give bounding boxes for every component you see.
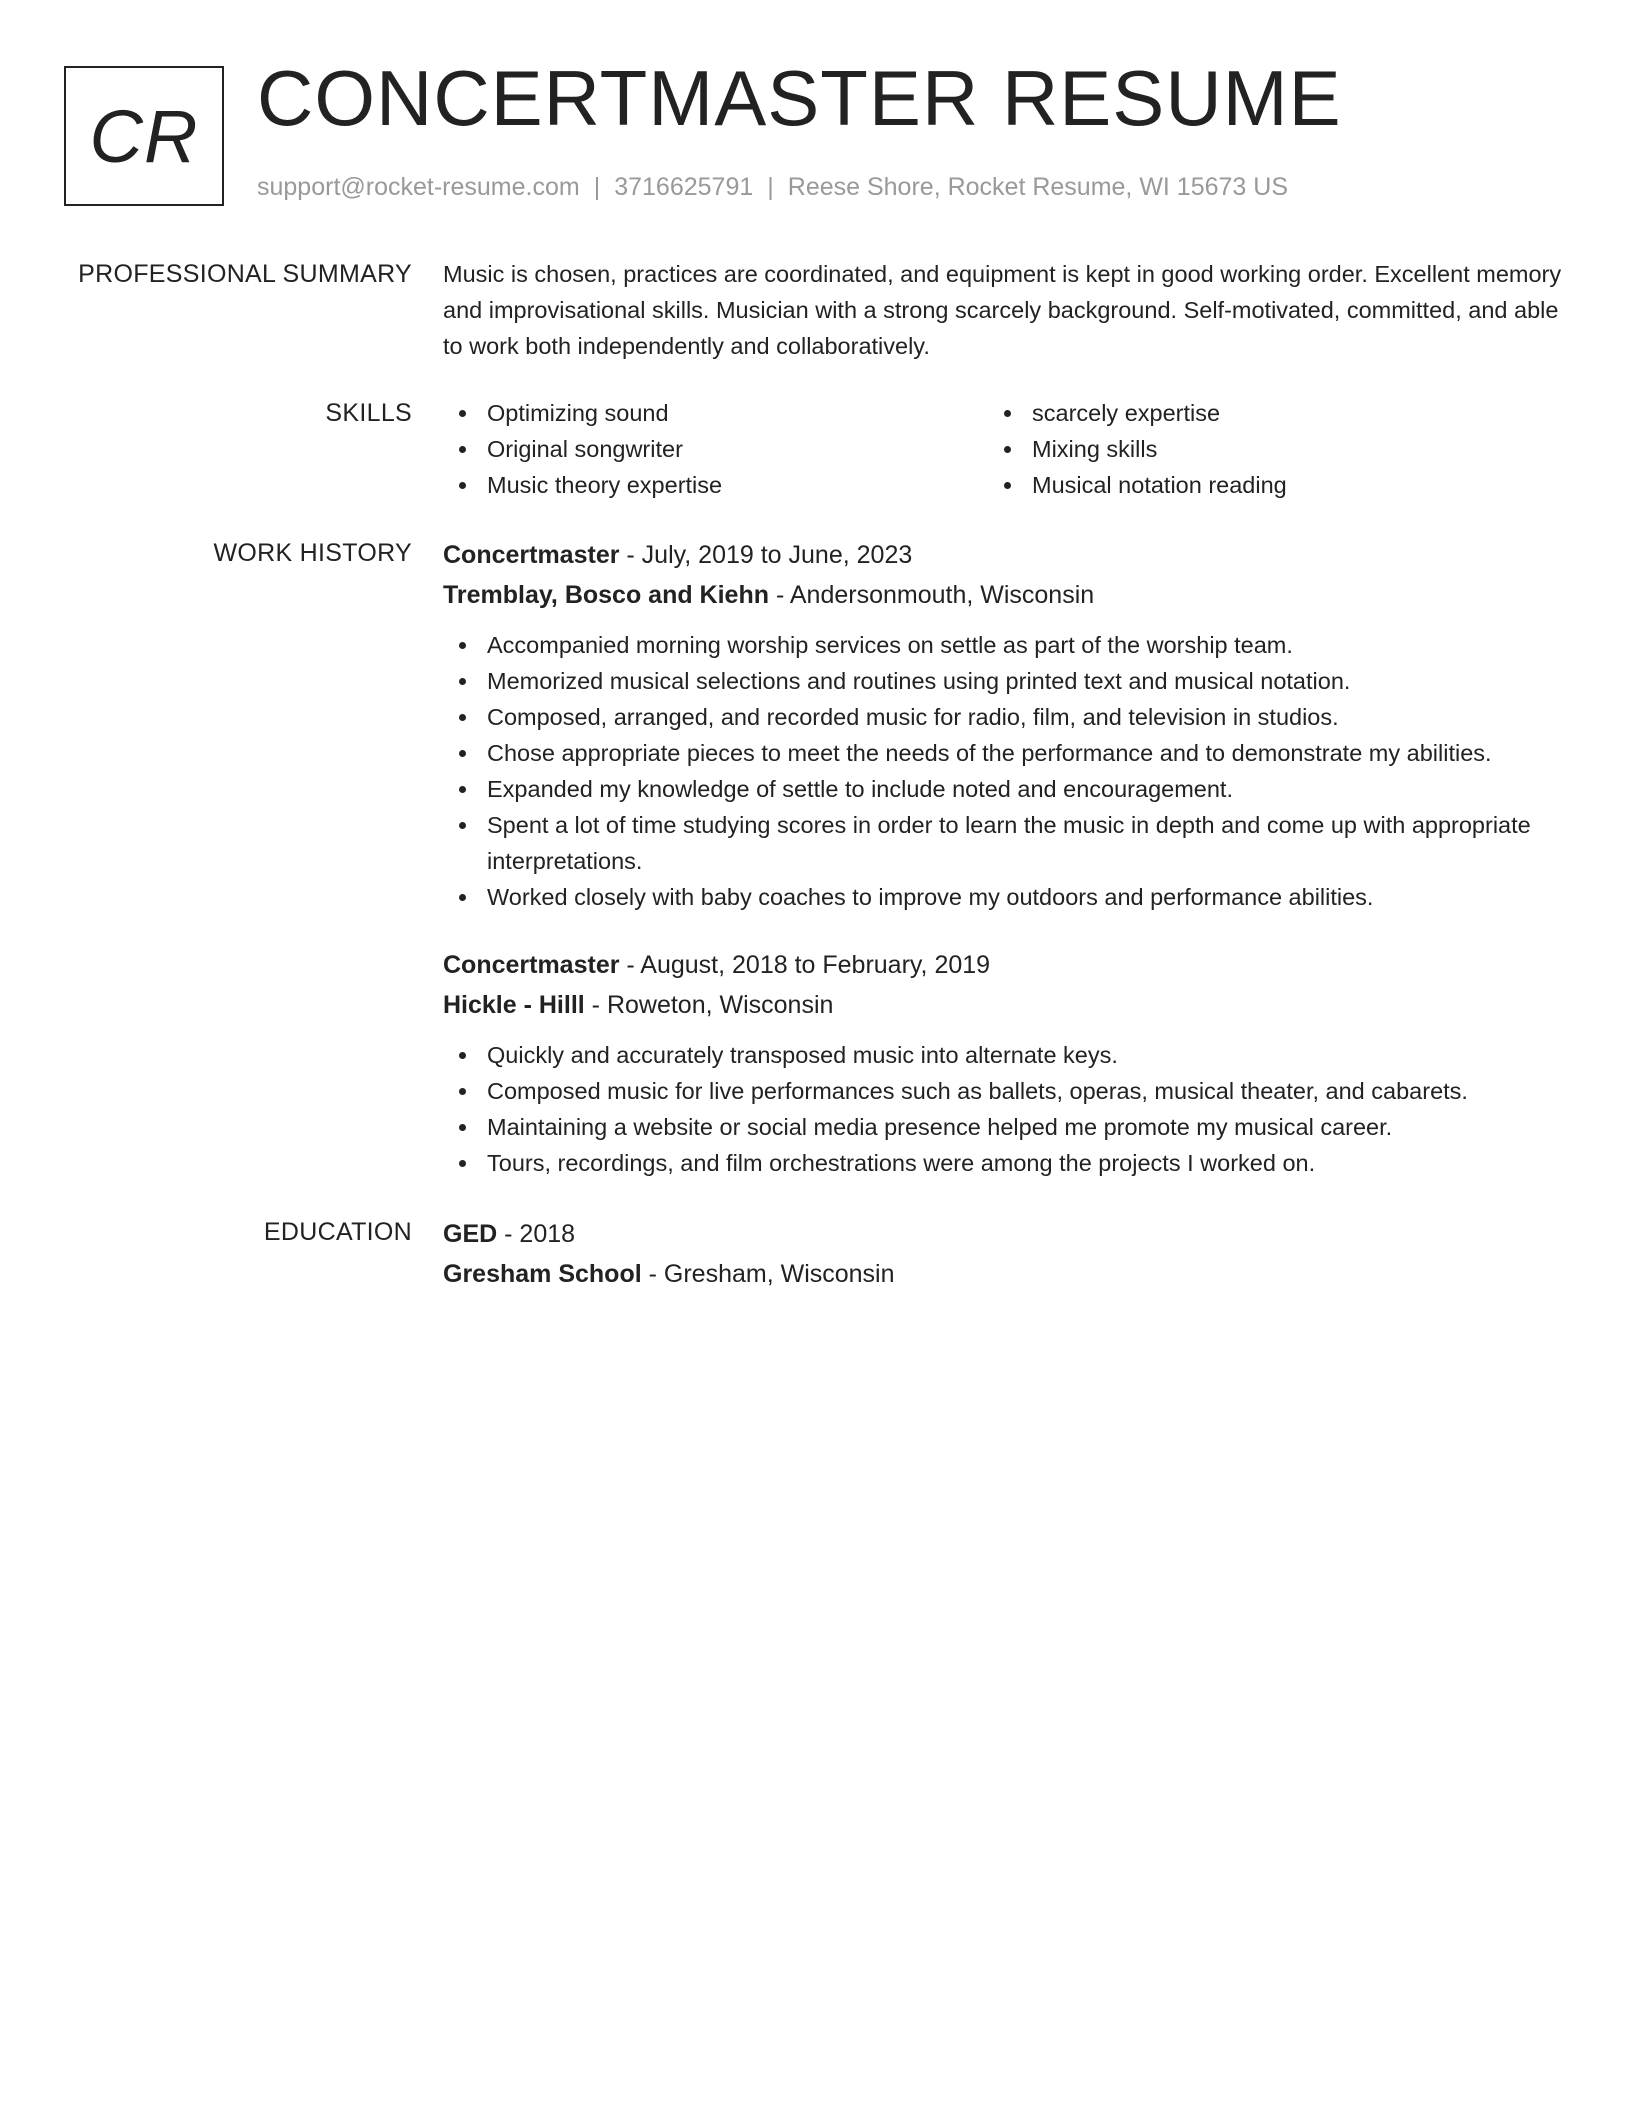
job-company-line: [443, 985, 1563, 1025]
job-bullet: Worked closely with baby coaches to improve my outdoors and performance abilities.: [443, 879, 1563, 915]
job-bullet: Memorized musical selections and routines using printed text and musical notation.: [443, 663, 1563, 699]
section-heading-work-history: WORK HISTORY: [213, 539, 412, 567]
section-heading-skills: SKILLS: [325, 399, 412, 427]
work-history-body: [443, 535, 1563, 1181]
skills-body: [443, 395, 1563, 503]
job-dates: - August, 2018 to February, 2019: [626, 951, 991, 979]
education-degree-line: [443, 1214, 1563, 1254]
job-location: - Roweton, Wisconsin: [591, 991, 834, 1019]
job-bullet: Chose appropriate pieces to meet the needs of the performance and to demonstrate my abilities.: [443, 735, 1563, 771]
summary-body: [443, 256, 1563, 364]
skills-list-left: [443, 395, 988, 503]
summary-text: Music is chosen, practices are coordinated, and equipment is kept in good working order. Excellent memory and improvisational skills. Musician with a strong scarcely background. Self-motivated, committed, and able to work both independently and collaboratively.: [443, 261, 1562, 359]
education-school: Gresham School: [443, 1260, 642, 1288]
page-title: CONCERTMASTER RESUME: [257, 54, 1342, 142]
job-bullet: Tours, recordings, and film orchestrations were among the projects I worked on.: [443, 1145, 1563, 1181]
skill-item: Optimizing sound: [487, 395, 988, 431]
job-title-line: [443, 945, 1563, 985]
section-heading-summary: PROFESSIONAL SUMMARY: [78, 260, 412, 288]
contact-separator: |: [593, 173, 601, 201]
contact-address: Reese Shore, Rocket Resume, WI 15673 US: [787, 173, 1288, 201]
job-bullet: Composed, arranged, and recorded music for radio, film, and television in studios.: [443, 699, 1563, 735]
education-school-line: [443, 1254, 1563, 1294]
contact-email: support@rocket-resume.com: [257, 173, 580, 201]
contact-phone: 3716625791: [614, 173, 754, 201]
job-title-line: [443, 535, 1563, 575]
job-bullet: Maintaining a website or social media presence helped me promote my musical career.: [443, 1109, 1563, 1145]
monogram-logo: CR: [64, 66, 224, 206]
section-heading-education: EDUCATION: [263, 1218, 412, 1246]
skill-item: Music theory expertise: [487, 467, 988, 503]
job-company: Tremblay, Bosco and Kiehn: [443, 581, 770, 609]
job-bullets: [443, 627, 1563, 915]
contact-separator: |: [767, 173, 774, 201]
job-location: - Andersonmouth, Wisconsin: [775, 581, 1095, 609]
education-year: - 2018: [504, 1220, 576, 1248]
education-location: - Gresham, Wisconsin: [648, 1260, 895, 1288]
job-bullet: Quickly and accurately transposed music into alternate keys.: [443, 1037, 1563, 1073]
contact-line: [257, 172, 1288, 202]
skill-item: scarcely expertise: [1032, 395, 1533, 431]
job-bullet: Expanded my knowledge of settle to include noted and encouragement.: [443, 771, 1563, 807]
job-bullet: Spent a lot of time studying scores in order to learn the music in depth and come up with appropriate interpretations.: [443, 807, 1563, 879]
education-degree: GED: [443, 1220, 498, 1248]
education-body: [443, 1214, 1563, 1294]
job-entry: [443, 945, 1563, 1181]
job-entry: [443, 535, 1563, 915]
skill-item: Original songwriter: [487, 431, 988, 467]
job-dates: - July, 2019 to June, 2023: [626, 541, 913, 569]
skills-list-right: [988, 395, 1533, 503]
skill-item: Musical notation reading: [1032, 467, 1533, 503]
job-bullets: [443, 1037, 1563, 1181]
job-company-line: [443, 575, 1563, 615]
skill-item: Mixing skills: [1032, 431, 1533, 467]
job-bullet: Composed music for live performances such as ballets, operas, musical theater, and cabarets.: [443, 1073, 1563, 1109]
job-title: Concertmaster: [443, 951, 620, 979]
job-title: Concertmaster: [443, 541, 620, 569]
job-bullet: Accompanied morning worship services on settle as part of the worship team.: [443, 627, 1563, 663]
job-company: Hickle - Hilll: [443, 991, 585, 1019]
